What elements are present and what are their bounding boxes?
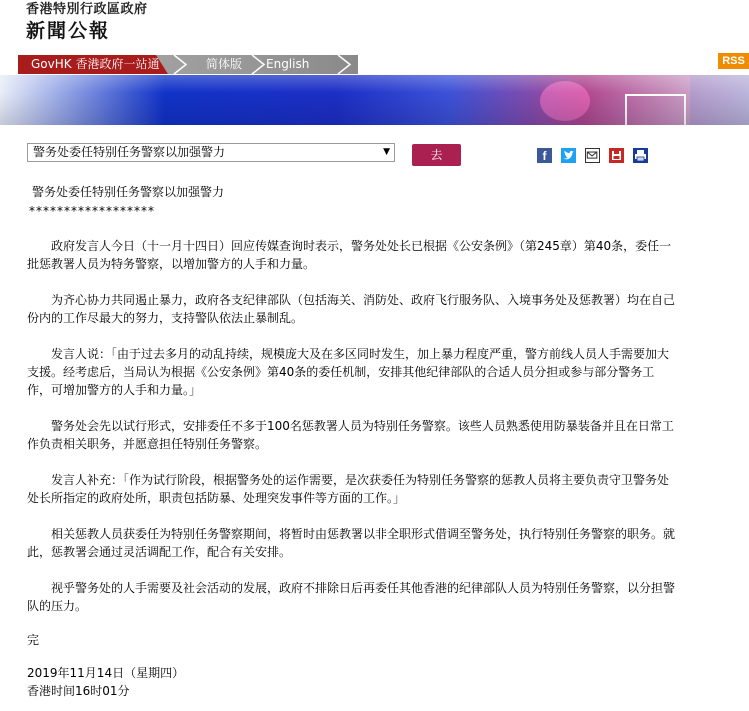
nav-separator-icon <box>336 55 354 74</box>
email-icon[interactable] <box>585 148 600 163</box>
end-mark: 完 <box>27 633 40 647</box>
site-name: 新聞公報 <box>26 20 111 42</box>
title-divider: ****************** <box>29 204 155 218</box>
banner-shine <box>0 75 749 125</box>
article-title: 警务处委任特别任务警察以加强警力 <box>32 185 225 199</box>
article-select[interactable] <box>27 143 395 162</box>
english-link[interactable]: English <box>266 57 310 71</box>
go-button[interactable]: 去 <box>412 144 461 166</box>
nav-separator-icon <box>172 55 190 74</box>
article-paragraph: 视乎警务处的人手需要及社会活动的发展，政府不排除日后再委任其他香港的纪律部队人员为特别任务警察，以分担警队的压力。 <box>27 581 676 613</box>
simplified-chinese-link[interactable]: 简体版 <box>206 57 243 71</box>
article-paragraph: 政府发言人今日（十一月十四日）回应传媒查询时表示，警务处处长已根据《公安条例》（第245章）第40条，委任一批惩教署人员为特务警察，以增加警方的人手和力量。 <box>27 239 672 271</box>
release-time: 香港时间16时01分 <box>27 684 130 698</box>
dropdown-arrow-icon: ▼ <box>383 147 390 157</box>
print-icon[interactable] <box>633 148 648 163</box>
rss-button[interactable]: RSS <box>718 53 749 69</box>
article-paragraph: 发言人补充：「作为试行阶段，根据警务处的运作需要，是次获委任为特别任务警察的惩教人员将主要负责守卫警务处处长所指定的政府处所，职责包括防暴、处理突发事件等方面的工作。」 <box>27 473 670 505</box>
article-paragraph: 发言人说：「由于过去多月的动乱持续，规模庞大及在多区同时发生，加上暴力程度严重，警方前线人员人手需要加大支援。经考虑后，当局认为根据《公安条例》第40条的委任机制，安排其他纪律部队的合适人员分担或参与部分警务工作，可增加警方的人手和力量。」 <box>27 347 670 397</box>
site-logo[interactable] <box>26 2 148 43</box>
release-date: 2019年11月14日（星期四） <box>27 666 185 680</box>
facebook-icon[interactable]: f <box>537 148 552 163</box>
article-paragraph: 警务处会先以试行形式，安排委任不多于100名惩教署人员为特别任务警察。该些人员熟悉使用防暴装备并且在日常工作负责相关职务，并愿意担任特别任务警察。 <box>27 419 674 451</box>
org-name: 香港特別行政區政府 <box>26 2 148 17</box>
save-icon[interactable] <box>609 148 624 163</box>
article-select-value: 警务处委任特别任务警察以加强警力 <box>33 145 226 159</box>
article-paragraph: 为齐心协力共同遏止暴力，政府各支纪律部队（包括海关、消防处、政府飞行服务队、入境事务处及惩教署）均在自己份内的工作尽最大的努力，支持警队依法止暴制乱。 <box>27 293 676 325</box>
article-paragraph: 相关惩教人员获委任为特别任务警察期间，将暂时由惩教署以非全职形式借调至警务处，执行特别任务警察的职务。就此，惩教署会通过灵活调配工作，配合有关安排。 <box>27 527 676 559</box>
govhk-link[interactable]: GovHK 香港政府一站通 <box>31 57 160 71</box>
header-banner <box>0 75 749 125</box>
twitter-icon[interactable] <box>561 148 576 163</box>
